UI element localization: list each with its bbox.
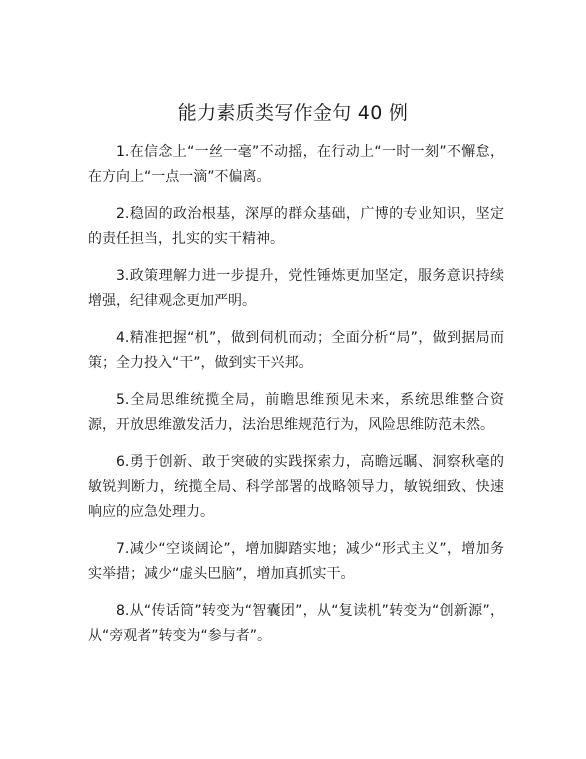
list-item: 4.精准把握“机”，做到伺机而动；全面分析“局”，做到据局而策；全力投入“干”，做到实干兴邦。: [88, 330, 504, 371]
list-item: 7.减少“空谈阔论”，增加脚踏实地；减少“形式主义”，增加务实举措；减少“虚头巴脑”，增加真抓实干。: [88, 541, 504, 582]
list-item: 6.勇于创新、敢于突破的实践探索力，高瞻远瞩、洞察秋毫的敏锐判断力，统揽全局、科学部署的战略领导力，敏锐细致、快速响应的应急处理力。: [88, 454, 504, 520]
list-item: 8.从“传话筒”转变为“智囊团”，从“复读机”转变为“创新源”，从“旁观者”转变为“参与者”。: [88, 603, 504, 644]
list-item: 2.稳固的政治根基，深厚的群众基础，广博的专业知识，坚定的责任担当，扎实的实干精神。: [88, 206, 504, 247]
list-item: 1.在信念上“一丝一毫”不动摇，在行动上“一时一刻”不懈怠，在方向上“一点一滴”不偏离。: [88, 144, 504, 185]
list-item: 5.全局思维统揽全局，前瞻思维预见未来，系统思维整合资源，开放思维激发活力，法治思维规范行为，风险思维防范未然。: [88, 392, 504, 433]
item-list: [88, 140, 504, 661]
list-item: 3.政策理解力进一步提升，党性锤炼更加坚定，服务意识持续增强，纪律观念更加严明。: [88, 268, 504, 309]
document-title: 能力素质类写作金句 40 例: [177, 102, 409, 124]
